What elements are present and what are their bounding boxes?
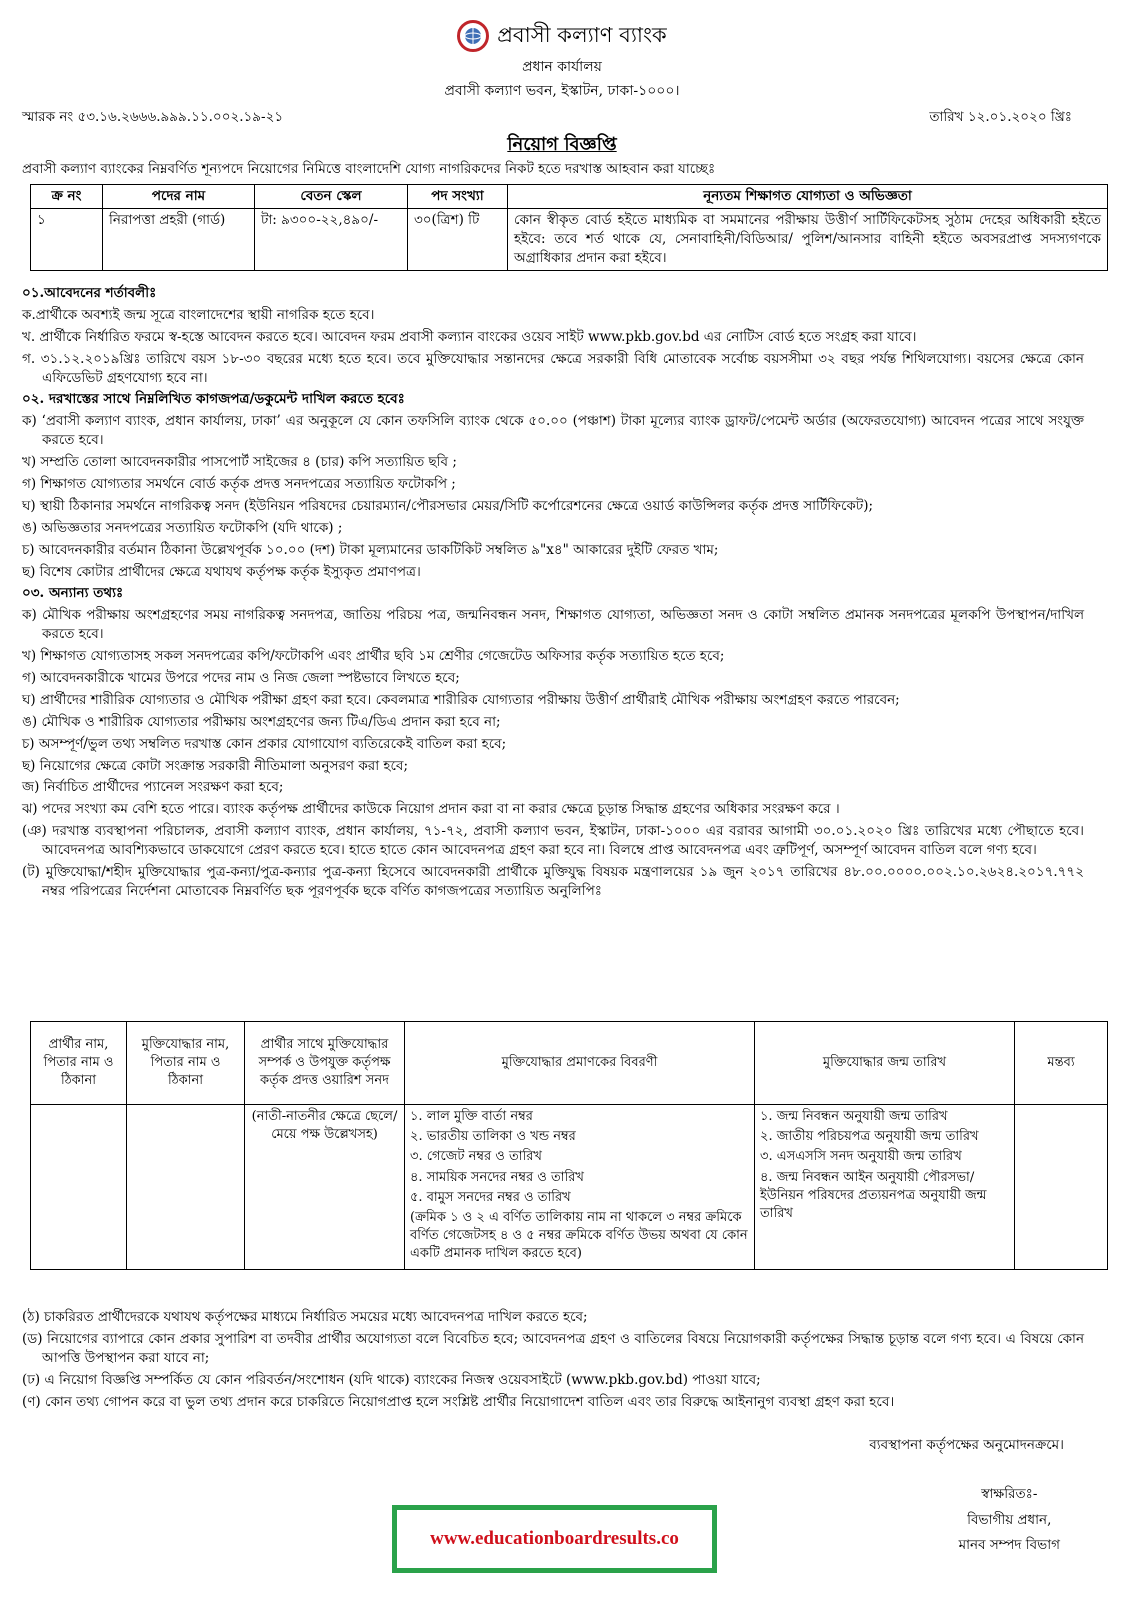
letterhead xyxy=(0,20,1124,101)
col-dob: মুক্তিযোদ্ধার জন্ম তারিখ xyxy=(755,1022,1015,1105)
signatory-department: মানব সম্পদ বিভাগ xyxy=(958,1537,1060,1554)
list-item: গ. ৩১.১২.২০১৯খ্রিঃ তারিখে বয়স ১৮-৩০ বছরের মধ্যে হতে হবে। তবে মুক্তিযোদ্ধার সন্তানদের ক্ষেত্রে সরকারী বিধি মোতাবেক সর্বোচ্চ বয়সসীমা ৩২ বছর পর্যন্ত শিথিলযোগ্য। বয়সের ক্ষেত্রে কোন এফিডেভিট গ্রহণযোগ্য হবে না। xyxy=(22,350,1084,386)
col-pay-scale: বেতন স্কেল xyxy=(255,185,408,209)
list-item: গ) শিক্ষাগত যোগ্যতার সমর্থনে বোর্ড কর্তৃক প্রদত্ত সনদপত্রের সত্যায়িত ফটোকপি ; xyxy=(22,476,456,493)
memo-ref: স্মারক নং ৫৩.১৬.২৬৬৬.৯৯৯.১১.০০২.১৯-২১ xyxy=(22,109,284,125)
bank-name: প্রবাসী কল্যাণ ব্যাংক xyxy=(497,23,667,48)
section-1-heading: ০১.আবেদনের শর্তাবলীঃ xyxy=(22,285,157,301)
notice-body xyxy=(22,284,1084,904)
watermark-link[interactable]: www.educationboardresults.co xyxy=(392,1505,717,1573)
ff-table-header xyxy=(31,1022,1108,1105)
list-item: ছ) বিশেষ কোটার প্রার্থীদের ক্ষেত্রে যথাযথ কর্তৃপক্ষ কর্তৃক ইস্যুকৃত প্রমাণপত্র। xyxy=(22,563,421,580)
list-item: ঙ) মৌখিক ও শারীরিক যোগ্যতার পরীক্ষায় অংশগ্রহণের জন্য টিএ/ডিএ প্রদান করা হবে না; xyxy=(22,713,501,730)
section-3-heading: ০৩. অন্যান্য তথ্যঃ xyxy=(22,585,124,602)
list-item: (ঞ) দরখাস্ত ব্যবস্থাপনা পরিচালক, প্রবাসী কল্যাণ ব্যাংক, প্রধান কার্যালয়, ৭১-৭২, প্রবাসী কল্যাণ ভবন, ইস্কাটন, ঢাকা-১০০০ এর বরাবর আগামী ৩০.০১.২০২০ খ্রিঃ তারিখের মধ্যে পৌছাতে হবে। আবেদনপত্র আবশ্যিকভাবে ডাকযোগে প্রেরণ করতে হবে। হাতে হাতে কোন আবেদনপত্র গ্রহণ করা হবে না। বিলম্বে প্রাপ্ত আবেদনপত্র এবং ত্রুটিপূর্ণ, অসম্পূর্ণ আবেদন বাতিল বলে গণ্য হবে। xyxy=(22,823,1084,859)
list-item: ২. ভারতীয় তালিকা ও খন্ড নম্বর xyxy=(410,1129,576,1145)
signatory-designation: বিভাগীয় প্রধান, xyxy=(967,1511,1052,1528)
approval-line: ব্যবস্থাপনা কর্তৃপক্ষের অনুমোদনক্রমে। xyxy=(869,1437,1064,1453)
office-address: প্রবাসী কল্যাণ ভবন, ইস্কাটন, ঢাকা-১০০০। xyxy=(444,82,680,99)
list-item: ক.প্রার্থীকে অবশ্যই জন্ম সূত্রে বাংলাদেশের স্থায়ী নাগরিক হতে হবে। xyxy=(22,306,375,323)
signature-block xyxy=(959,1482,1060,1559)
notice-intro: প্রবাসী কল্যাণ ব্যাংকের নিম্নবর্ণিত শূন্যপদে নিয়োগের নিমিত্তে বাংলাদেশি যোগ্য নাগরিকদের নিকট হতে দরখাস্ত আহবান করা যাচ্ছেঃ xyxy=(22,161,716,177)
list-item: ঘ) স্থায়ী ঠিকানার সমর্থনে নাগরিকত্ব সনদ (ইউনিয়ন পরিষদের চেয়ারম্যান/পৌরসভার মেয়র/সিটি কর্পোরেশনের ক্ষেত্রে ওয়ার্ড কাউন্সিলর কর্তৃক প্রদত্ত সার্টিফিকেট); xyxy=(22,497,874,514)
list-item: চ) অসম্পূর্ণ/ভুল তথ্য সম্বলিত দরখাস্ত কোন প্রকার যোগাযোগ ব্যতিরেকেই বাতিল করা হবে; xyxy=(22,735,507,752)
list-item: খ) সম্প্রতি তোলা আবেদনকারীর পাসপোর্ট সাইজের ৪ (চার) কপি সত্যায়িত ছবি ; xyxy=(22,454,457,471)
list-item: ৩. গেজেট নম্বর ও তারিখ xyxy=(410,1149,542,1165)
list-item: (ক্রমিক ১ ও ২ এ বর্ণিত তালিকায় নাম না থাকলে ৩ নম্বর ক্রমিকে বর্ণিত গেজেটসহ ৪ ও ৫ নম্বর ক্রমিকে বর্ণিত উভয় অথবা যে কোন একটি প্রমানক দাখিল করতে হবে) xyxy=(410,1209,748,1262)
col-remarks: মন্তব্য xyxy=(1015,1022,1108,1105)
list-item: ক) ‘প্রবাসী কল্যাণ ব্যাংক, প্রধান কার্যালয়, ঢাকা’ এর অনুকূলে যে কোন তফসিলি ব্যাংক থেকে ৫০.০০ (পঞ্চাশ) টাকা মূল্যের ব্যাংক ড্রাফট/পেমেন্ট অর্ডার (অফেরতযোগ্য) আবেদন পত্রের সাথে সংযুক্ত করতে হবে। xyxy=(22,413,1084,449)
list-item: ৩. এসএসসি সনদ অনুযায়ী জন্ম তারিখ xyxy=(760,1149,962,1165)
cell-serial: ১ xyxy=(31,208,103,270)
col-serial: ক্র নং xyxy=(31,185,103,209)
list-item: (ণ) কোন তথ্য গোপন করে বা ভুল তথ্য প্রদান করে চাকরিতে নিয়োগপ্রাপ্ত হলে সংশ্লিষ্ট প্রার্থীর নিয়োগাদেশ বাতিল এবং তার বিরুদ্ধে আইনানুগ ব্যবস্থা গ্রহণ করা হবে। xyxy=(22,1393,895,1410)
list-item: খ) শিক্ষাগত যোগ্যতাসহ সকল সনদপত্রের কপি/ফটোকপি এবং প্রার্থীর ছবি ১ম শ্রেণীর গেজেটেড অফিসার কর্তৃক সত্যায়িত হতে হবে; xyxy=(22,648,725,665)
cell-dob xyxy=(755,1105,1015,1270)
list-item: (ড) নিয়োগের ব্যাপারে কোন প্রকার সুপারিশ বা তদবীর প্রার্থীর অযোগ্যতা বলে বিবেচিত হবে; আবেদনপত্র গ্রহণ ও বাতিলের বিষয়ে নিয়োগকারী কর্তৃপক্ষের সিদ্ধান্ত চূড়ান্ত বলে গণ্য হবে। এ বিষয়ে কোন আপত্তি উপস্থাপন করা যাবে না; xyxy=(22,1330,1084,1366)
list-item: ঘ) প্রার্থীদের শারীরিক যোগ্যতার ও মৌখিক পরীক্ষা গ্রহণ করা হবে। কেবলমাত্র শারীরিক যোগ্যতার পরীক্ষায় উত্তীর্ণ প্রার্থীরাই মৌখিক পরীক্ষায় অংশগ্রহণ করতে পারবেন; xyxy=(22,691,900,708)
cell-pay-scale: টা: ৯৩০০-২২,৪৯০/- xyxy=(255,208,408,270)
list-item: ৪. জন্ম নিবন্ধন আইন অনুযায়ী পৌরসভা/ইউনিয়ন পরিষদের প্রত্যয়নপত্র অনুযায়ী জন্ম তারিখ xyxy=(760,1169,987,1221)
col-applicant: প্রার্থীর নাম, পিতার নাম ও ঠিকানা xyxy=(31,1022,127,1105)
table-row xyxy=(31,208,1108,270)
list-item: জ) নির্বাচিত প্রার্থীদের প্যানেল সংরক্ষণ করা হবে; xyxy=(22,779,284,796)
col-post-name: পদের নাম xyxy=(103,185,255,209)
freedom-fighter-table xyxy=(30,1021,1108,1270)
col-qualification: নূন্যতম শিক্ষাগত যোগ্যতা ও অভিজ্ঞতা xyxy=(508,185,1108,209)
office-name: প্রধান কার্যালয় xyxy=(522,59,602,75)
list-item: চ) আবেদনকারীর বর্তমান ঠিকানা উল্লেখপূর্বক ১০.০০ (দশ) টাকা মূল্যমানের ডাকটিকিট সম্বলিত ৯"x৪" আকারের দুইটি ফেরত খাম; xyxy=(22,541,719,558)
cell-proof xyxy=(405,1105,755,1270)
list-item: (ঢ) এ নিয়োগ বিজ্ঞপ্তি সম্পর্কিত যে কোন পরিবর্তন/সংশোধন (যদি থাকে) ব্যাংকের নিজস্ব ওয়েবসাইটে (www.pkb.gov.bd) পাওয়া যাবে; xyxy=(22,1371,761,1388)
cell-post-name: নিরাপত্তা প্রহরী (গার্ড) xyxy=(103,208,255,270)
list-item: ৫. বামুস সনদের নম্বর ও তারিখ xyxy=(410,1189,571,1205)
cell-applicant xyxy=(31,1105,127,1270)
cell-relation xyxy=(245,1105,405,1270)
post-table xyxy=(30,184,1108,271)
col-freedom-fighter: মুক্তিযোদ্ধার নাম, পিতার নাম ও ঠিকানা xyxy=(127,1022,245,1105)
list-item: ২. জাতীয় পরিচয়পত্র অনুযায়ী জন্ম তারিখ xyxy=(760,1129,979,1145)
list-item: ঙ) অভিজ্ঞতার সনদপত্রের সত্যায়িত ফটোকপি (যদি থাকে) ; xyxy=(22,519,343,536)
list-item: (ঠ) চাকরিরত প্রার্থীদেরকে যথাযথ কর্তৃপক্ষের মাধ্যমে নির্ধারিত সময়ের মধ্যে আবেদনপত্র দাখিল করতে হবে; xyxy=(22,1309,588,1325)
col-relation: প্রার্থীর সাথে মুক্তিযোদ্ধার সম্পর্ক ও উপযুক্ত কর্তৃপক্ষ কর্তৃক প্রদত্ত ওয়ারিশ সনদ xyxy=(245,1022,405,1105)
cell-qualification: কোন স্বীকৃত বোর্ড হইতে মাধ্যমিক বা সমমানের পরীক্ষায় উত্তীর্ণ সার্টিফিকেটসহ সুঠাম দেহের অধিকারী হইতে হইবে: তবে শর্ত থাকে যে, সেনাবাহিনী/বিডিআর/ পুলিশ/আনসার বাহিনী হইতে অবসরপ্রাপ্ত সদস্যগণকে অগ্রাধিকার প্রদান করা হইবে। xyxy=(508,208,1108,270)
list-item: ৪. সাময়িক সনদের নম্বর ও তারিখ xyxy=(410,1169,584,1185)
relation-note: (নাতী-নাতনীর ক্ষেত্রে ছেলে/মেয়ে পক্ষ উল্লেখসহ) xyxy=(251,1109,398,1143)
list-item: ঝ) পদের সংখ্যা কম বেশি হতে পারে। ব্যাংক কর্তৃপক্ষ প্রার্থীদের কাউকে নিয়োগ প্রদান করা বা না করার ক্ষেত্রে চূড়ান্ত সিদ্ধান্ত গ্রহণের অধিকার সংরক্ষণ করে । xyxy=(22,801,840,818)
list-item: ১. লাল মুক্তি বার্তা নম্বর xyxy=(410,1109,533,1124)
section-2-heading: ০২. দরখাস্তের সাথে নিম্নলিখিত কাগজপত্র/ডকুমেন্ট দাখিল করতে হবেঃ xyxy=(22,391,405,408)
notice-tail xyxy=(22,1308,1084,1414)
col-proof: মুক্তিযোদ্ধার প্রমাণকের বিবরণী xyxy=(405,1022,755,1105)
memo-date: তারিখ ১২.০১.২০২০ খ্রিঃ xyxy=(929,109,1072,125)
notice-title: নিয়োগ বিজ্ঞপ্তি xyxy=(507,134,617,155)
cell-freedom-fighter xyxy=(127,1105,245,1270)
signed-label: স্বাক্ষরিতঃ- xyxy=(981,1486,1038,1502)
bank-logo-icon xyxy=(457,20,489,52)
table-row xyxy=(31,1105,1108,1270)
list-item: ১. জন্ম নিবন্ধন অনুযায়ী জন্ম তারিখ xyxy=(760,1109,948,1124)
cell-remarks xyxy=(1015,1105,1108,1270)
list-item: ছ) নিয়োগের ক্ষেত্রে কোটা সংক্রান্ত সরকারী নীতিমালা অনুসরণ করা হবে; xyxy=(22,757,408,774)
post-table-header xyxy=(31,185,1108,209)
memo-row xyxy=(22,108,1072,127)
cell-post-count: ৩০(ত্রিশ) টি xyxy=(408,208,508,270)
list-item: খ. প্রার্থীকে নির্ধারিত ফরমে স্ব-হস্তে আবেদন করতে হবে। আবেদন ফরম প্রবাসী কল্যান বাংকের ওয়েব সাইট www.pkb.gov.bd এর নোটিস বোর্ড হতে সংগ্রহ করা যাবে। xyxy=(22,328,917,345)
col-post-count: পদ সংখ্যা xyxy=(408,185,508,209)
list-item: (ট) মুক্তিযোদ্ধা/শহীদ মুক্তিযোদ্ধার পুত্র-কন্যা/পুত্র-কন্যার পুত্র-কন্যা হিসেবে আবেদনকারী প্রার্থীকে মুক্তিযুদ্ধ বিষয়ক মন্ত্রণালয়ের ১৯ জুন ২০১৭ তারিখের ৪৮.০০.০০০০.০০২.১০.২৬২৪.২০১৭.৭৭২ নম্বর পরিপত্রের নির্দেশনা মোতাবেক নিম্নবর্ণিত ছক পূরণপূর্বক ছকে বর্ণিত কাগজপত্রের সত্যায়িত অনুলিপিঃ xyxy=(22,864,1084,899)
list-item: ক) মৌখিক পরীক্ষায় অংশগ্রহণের সময় নাগরিকত্ব সনদপত্র, জাতিয় পরিচয় পত্র, জন্মনিবন্ধন সনদ, শিক্ষাগত যোগ্যতা, অভিজ্ঞতা সনদ ও কোটা সম্বলিত প্রমানক সনদপত্রের মূলকপি উপস্থাপন/দাখিল করতে হবে। xyxy=(22,607,1084,643)
list-item: গ) আবেদনকারীকে খামের উপরে পদের নাম ও নিজ জেলা স্পষ্টভাবে লিখতে হবে; xyxy=(22,670,460,687)
